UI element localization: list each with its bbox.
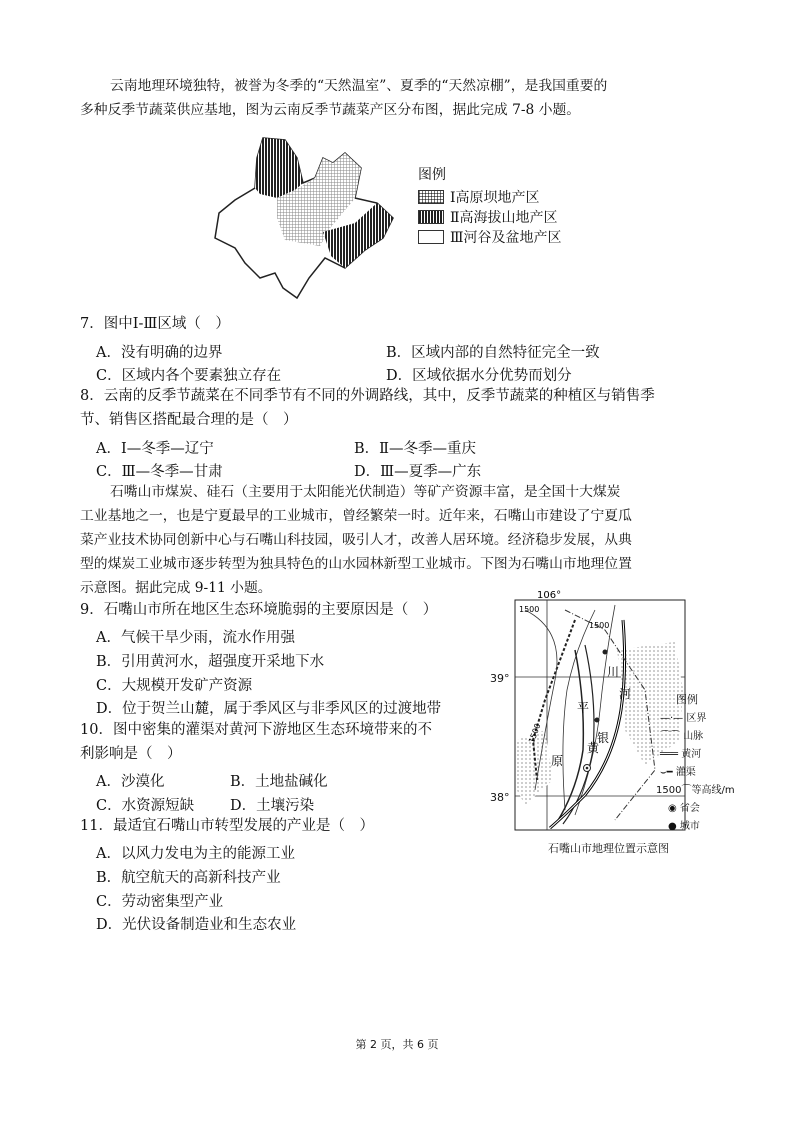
map2-place-ping: 平 [577, 701, 590, 715]
q7-option-c: C．区域内各个要素独立存在 [96, 368, 282, 384]
q7-option-b: B．区域内部的自然特征完全一致 [386, 345, 600, 361]
map2-legend-mountain: ⌒⌒ 山脉 [660, 731, 704, 742]
q8-stem-1: 8．云南的反季节蔬菜在不同季节有不同的外调路线，其中，反季节蔬菜的种植区与销售季 [80, 388, 655, 404]
map1-legend-title: 图例 [418, 167, 446, 183]
q8-stem-2: 节、销售区搭配最合理的是（ ） [80, 412, 298, 428]
map2-place-huang: 黄 [587, 741, 600, 755]
city-symbol-icon: ● [668, 821, 677, 832]
q10-stem-2: 利影响是（ ） [80, 746, 182, 762]
city-marker [595, 718, 600, 723]
map1-legend-iii [418, 227, 562, 247]
intro2-line5: 示意图。据此完成 9-11 小题。 [80, 580, 272, 596]
map1-legend-ii [418, 207, 558, 227]
map1-legend-iii-label: Ⅲ河谷及盆地产区 [450, 230, 562, 246]
map2-lat-top: 39° [490, 672, 510, 685]
q11-stem: 11．最适宜石嘴山市转型发展的产业是（ ） [80, 818, 374, 834]
capital-marker-center [586, 767, 589, 770]
q11-option-c: C．劳动密集型产业 [96, 894, 224, 910]
q7-option-a: A．没有明确的边界 [96, 345, 223, 361]
map2-contour-top: 1500 [519, 605, 540, 614]
map1-legend-i [418, 187, 540, 207]
intro2-line1: 石嘴山市煤炭、硅石（主要用于太阳能光伏制造）等矿产资源丰富，是全国十大煤炭 [110, 484, 621, 500]
map2-place-chuan: 川 [607, 665, 620, 679]
map2-place-he: 河 [619, 687, 632, 701]
boundary-symbol-icon: —·— [660, 713, 684, 724]
q10-option-d: D．土壤污染 [230, 798, 315, 814]
yunnan-map [205, 128, 415, 308]
q11-option-d: D．光伏设备制造业和生态农业 [96, 917, 297, 933]
q9-option-c: C．大规模开发矿产资源 [96, 678, 253, 694]
map2-legend-river: ═══ 黄河 [660, 749, 702, 760]
q9-stem: 9．石嘴山市所在地区生态环境脆弱的主要原因是（ ） [80, 602, 438, 618]
q11-option-b: B．航空航天的高新科技产业 [96, 870, 281, 886]
map2-contour-bot: 1500 [527, 722, 543, 745]
q9-option-b: B．引用黄河水，超强度开采地下水 [96, 654, 325, 670]
legend-swatch-stripe [418, 210, 444, 224]
map2-caption: 石嘴山市地理位置示意图 [548, 842, 669, 855]
q7-option-d: D．区域依据水分优势而划分 [386, 368, 572, 384]
q10-option-c: C．水资源短缺 [96, 798, 195, 814]
intro1-line1: 云南地理环境独特，被誉为冬季的“天然温室”、夏季的“天然凉棚”，是我国重要的 [110, 78, 608, 94]
map2-legend-boundary: —·— 区界 [660, 713, 707, 724]
map2-place-yuan: 原 [551, 754, 564, 768]
intro1-line2: 多种反季节蔬菜供应基地，图为云南反季节蔬菜产区分布图，据此完成 7-8 小题。 [80, 102, 581, 118]
q9-option-d: D．位于贺兰山麓，属于季风区与非季风区的过渡地带 [96, 701, 442, 717]
q10-stem-1: 10．图中密集的灌渠对黄河下游地区生态环境带来的不 [80, 722, 432, 738]
contour-symbol-icon: ⌒ [681, 785, 692, 796]
page-footer: 第 2 页，共 6 页 [355, 1038, 439, 1051]
q10-option-b: B．土地盐碱化 [230, 774, 328, 790]
map2-legend-title: 图例 [676, 693, 698, 706]
mountain-symbol-icon: ⌒⌒ [660, 731, 680, 742]
capital-symbol-icon: ◉ [668, 803, 677, 814]
q8-option-c: C．Ⅲ—冬季—甘肃 [96, 464, 223, 480]
q8-option-d: D．Ⅲ—夏季—广东 [354, 464, 482, 480]
map2-legend-city: ● 城市 [668, 821, 700, 832]
canal-symbol-icon: ⌣━ [660, 767, 673, 778]
q7-stem: 7．图中Ⅰ-Ⅲ区域（ ） [80, 316, 230, 332]
q8-option-a: A．Ⅰ—冬季—辽宁 [96, 441, 214, 457]
intro2-line4: 型的煤炭工业城市逐步转型为独具特色的山水园林新型工业城市。下图为石嘴山市地理位置 [80, 556, 632, 572]
legend-swatch-grid [418, 190, 444, 204]
intro2-line2: 工业基地之一，也是宁夏最早的工业城市，曾经繁荣一时。近年来，石嘴山市建设了宁夏瓜 [80, 508, 632, 524]
intro2-line3: 菜产业技术协同创新中心与石嘴山科技园，吸引人才，改善人居环境。经济稳步发展，从典 [80, 532, 632, 548]
q10-option-a: A．沙漠化 [96, 774, 165, 790]
map2-legend-canal: ⌣━ 灌渠 [660, 767, 696, 778]
river-symbol-icon: ═══ [660, 749, 679, 760]
city-marker [603, 650, 608, 655]
legend-swatch-blank [418, 230, 444, 244]
map2-legend-contour: 1500⌒等高线/m [656, 785, 735, 796]
map1-legend-ii-label: Ⅱ高海拔山地产区 [450, 210, 558, 226]
q11-option-a: A．以风力发电为主的能源工业 [96, 846, 295, 862]
map2-legend-capital: ◉ 省会 [668, 803, 700, 814]
map1-legend-i-label: Ⅰ高原坝地产区 [450, 190, 540, 206]
q8-option-b: B．Ⅱ—冬季—重庆 [354, 441, 477, 457]
map2-lon-label: 106° [537, 590, 562, 601]
region-ii-north [255, 138, 303, 198]
map2-lat-bottom: 38° [490, 791, 510, 804]
q9-option-a: A．气候干旱少雨，流水作用强 [96, 630, 295, 646]
map2-contour-mid: 1500 [589, 621, 610, 630]
map2-place-yin: 银 [597, 731, 610, 745]
